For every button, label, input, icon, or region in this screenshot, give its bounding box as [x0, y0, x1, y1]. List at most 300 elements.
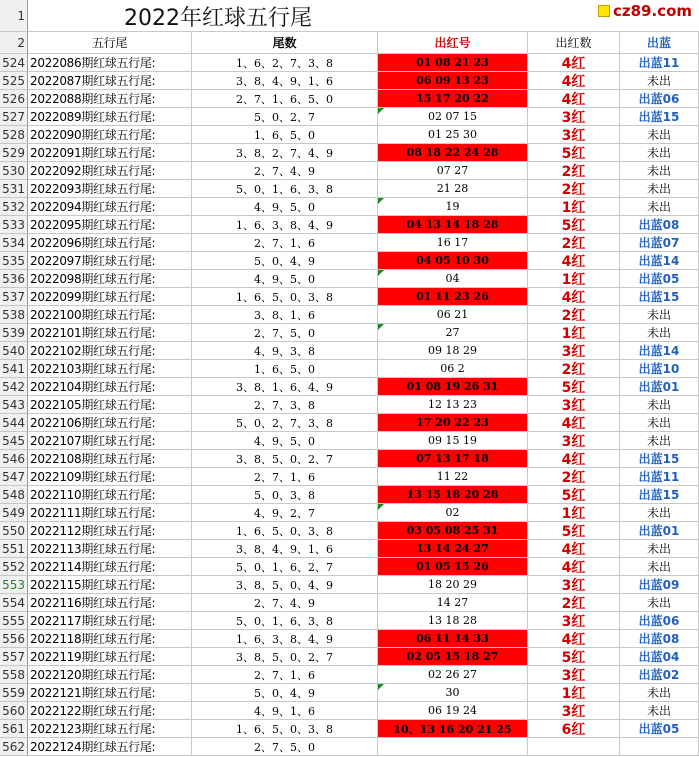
red-numbers-cell[interactable]	[378, 450, 528, 467]
blue-result-cell[interactable]: 出蓝09	[620, 576, 699, 593]
red-numbers-cell[interactable]	[378, 378, 528, 395]
row-number: 531	[2, 181, 25, 196]
table-row	[28, 234, 699, 252]
red-count-cell[interactable]: 3红	[528, 126, 620, 143]
red-count-cell[interactable]: 6红	[528, 720, 620, 737]
period-label-cell[interactable]: 2022100期红球五行尾:	[28, 306, 192, 323]
table-row	[28, 342, 699, 360]
red-numbers-cell[interactable]	[378, 414, 528, 431]
blue-result-cell[interactable]: 出蓝01	[620, 378, 699, 395]
red-numbers-cell[interactable]	[378, 576, 528, 593]
row-header[interactable]	[0, 738, 28, 756]
red-numbers-cell[interactable]	[378, 468, 528, 485]
row-number: 538	[2, 307, 25, 322]
tail-digits-cell[interactable]: 5、0、2、7、3、8	[192, 414, 378, 431]
red-numbers-cell[interactable]	[378, 612, 528, 629]
period-label-cell[interactable]: 2022122期红球五行尾:	[28, 702, 192, 719]
blue-result-cell[interactable]: 出蓝15	[620, 108, 699, 125]
row-header[interactable]	[0, 234, 28, 252]
red-count-cell[interactable]: 3红	[528, 342, 620, 359]
tail-digits-cell[interactable]: 2、7、4、9	[192, 162, 378, 179]
red-count-cell[interactable]: 3红	[528, 612, 620, 629]
tail-digits-cell[interactable]: 5、0、4、9	[192, 684, 378, 701]
tail-digits-cell[interactable]: 3、8、5、0、2、7	[192, 450, 378, 467]
table-row	[28, 432, 699, 450]
row-header[interactable]	[0, 432, 28, 450]
row-header[interactable]	[0, 270, 28, 288]
red-count-cell[interactable]: 4红	[528, 450, 620, 467]
row-number: 526	[2, 91, 25, 106]
row-header[interactable]	[0, 648, 28, 666]
red-numbers-text: 09 15 19	[428, 434, 477, 447]
red-numbers-text: 08 18 22 24 28	[406, 146, 499, 159]
row-header[interactable]	[0, 54, 28, 72]
tail-digits-cell[interactable]: 2、7、1、6	[192, 234, 378, 251]
tail-digits-cell[interactable]: 1、6、3、8、4、9	[192, 216, 378, 233]
row-header[interactable]	[0, 342, 28, 360]
period-label-cell[interactable]: 2022111期红球五行尾:	[28, 504, 192, 521]
red-numbers-cell[interactable]	[378, 738, 528, 755]
red-numbers-cell[interactable]	[378, 162, 528, 179]
period-label-cell[interactable]: 2022118期红球五行尾:	[28, 630, 192, 647]
row-header[interactable]	[0, 108, 28, 126]
table-row	[28, 54, 699, 72]
row-number: 525	[2, 73, 25, 88]
tail-digits-cell[interactable]: 1、6、3、8、4、9	[192, 630, 378, 647]
red-count-cell[interactable]: 4红	[528, 252, 620, 269]
red-numbers-cell[interactable]	[378, 396, 528, 413]
table-row	[28, 594, 699, 612]
red-numbers-cell[interactable]	[378, 144, 528, 161]
red-numbers-text: 16 17	[436, 236, 469, 249]
period-label-cell[interactable]: 2022088期红球五行尾:	[28, 90, 192, 107]
period-label-cell[interactable]: 2022086期红球五行尾:	[28, 54, 192, 71]
period-label-cell[interactable]: 2022105期红球五行尾:	[28, 396, 192, 413]
row-number: 542	[2, 379, 25, 394]
row-header[interactable]	[0, 126, 28, 144]
period-label-cell[interactable]: 2022095期红球五行尾:	[28, 216, 192, 233]
blue-result-cell[interactable]: 未出	[620, 198, 699, 215]
red-numbers-cell[interactable]	[378, 666, 528, 683]
red-count-cell[interactable]: 5红	[528, 522, 620, 539]
header-red-count[interactable]: 出红数	[528, 32, 620, 53]
blue-result-cell[interactable]: 出蓝11	[620, 468, 699, 485]
tail-digits-cell[interactable]: 2、7、3、8	[192, 396, 378, 413]
header-tail-digits[interactable]: 尾数	[192, 32, 378, 53]
blue-result-cell[interactable]: 出蓝06	[620, 612, 699, 629]
red-count-cell[interactable]: 1红	[528, 684, 620, 701]
period-label-cell[interactable]: 2022113期红球五行尾:	[28, 540, 192, 557]
row-header[interactable]	[0, 32, 28, 54]
period-label-cell[interactable]: 2022094期红球五行尾:	[28, 198, 192, 215]
red-numbers-text: 30	[445, 686, 460, 699]
row-number: 562	[2, 739, 25, 754]
row-header[interactable]	[0, 630, 28, 648]
red-count-cell[interactable]	[528, 738, 620, 755]
row-header[interactable]	[0, 72, 28, 90]
tail-digits-cell[interactable]: 1、6、5、0、3、8	[192, 720, 378, 737]
blue-result-cell[interactable]: 出蓝01	[620, 522, 699, 539]
period-label-cell[interactable]: 2022107期红球五行尾:	[28, 432, 192, 449]
tail-digits-cell[interactable]: 1、6、5、0、3、8	[192, 288, 378, 305]
period-label-cell[interactable]: 2022103期红球五行尾:	[28, 360, 192, 377]
tail-digits-cell[interactable]: 5、0、1、6、3、8	[192, 180, 378, 197]
tail-digits-cell[interactable]: 3、8、2、7、4、9	[192, 144, 378, 161]
red-numbers-cell[interactable]	[378, 306, 528, 323]
red-numbers-text: 01 08 21 23	[416, 56, 489, 69]
blue-result-cell[interactable]: 出蓝07	[620, 234, 699, 251]
red-numbers-text: 04 05 10 30	[416, 254, 489, 267]
red-numbers-cell[interactable]	[378, 558, 528, 575]
blue-result-cell[interactable]: 未出	[620, 72, 699, 89]
red-count-cell[interactable]: 1红	[528, 270, 620, 287]
red-count-cell[interactable]: 5红	[528, 486, 620, 503]
red-numbers-text: 21 28	[436, 182, 469, 195]
red-numbers-cell[interactable]	[378, 684, 528, 701]
red-numbers-cell[interactable]	[378, 594, 528, 611]
period-label-cell[interactable]: 2022117期红球五行尾:	[28, 612, 192, 629]
red-numbers-cell[interactable]	[378, 108, 528, 125]
row-number: 539	[2, 325, 25, 340]
red-count-cell[interactable]: 4红	[528, 558, 620, 575]
row-header[interactable]	[0, 180, 28, 198]
red-numbers-cell[interactable]	[378, 720, 528, 737]
blue-result-cell[interactable]: 未出	[620, 180, 699, 197]
red-numbers-text: 07 27	[436, 164, 469, 177]
red-numbers-text: 13 14 24 27	[416, 542, 489, 555]
period-label-cell[interactable]: 2022097期红球五行尾:	[28, 252, 192, 269]
period-label-cell[interactable]: 2022093期红球五行尾:	[28, 180, 192, 197]
blue-result-cell[interactable]: 出蓝10	[620, 360, 699, 377]
period-label-cell[interactable]: 2022104期红球五行尾:	[28, 378, 192, 395]
red-count-cell[interactable]: 5红	[528, 378, 620, 395]
blue-result-cell[interactable]: 出蓝04	[620, 648, 699, 665]
row-header[interactable]	[0, 450, 28, 468]
table-row	[28, 630, 699, 648]
blue-result-cell[interactable]: 未出	[620, 702, 699, 719]
row-header[interactable]	[0, 540, 28, 558]
red-count-cell[interactable]: 5红	[528, 144, 620, 161]
period-label-cell[interactable]: 2022098期红球五行尾:	[28, 270, 192, 287]
row-header[interactable]	[0, 288, 28, 306]
row-header[interactable]	[0, 198, 28, 216]
blue-result-cell[interactable]: 未出	[620, 162, 699, 179]
red-numbers-text: 04	[445, 272, 460, 285]
blue-result-cell[interactable]: 出蓝05	[620, 270, 699, 287]
blue-result-cell[interactable]	[620, 738, 699, 755]
blue-result-cell[interactable]: 出蓝15	[620, 450, 699, 467]
row-header[interactable]	[0, 486, 28, 504]
red-count-cell[interactable]: 5红	[528, 648, 620, 665]
blue-result-cell[interactable]: 未出	[620, 684, 699, 701]
period-label-cell[interactable]: 2022096期红球五行尾:	[28, 234, 192, 251]
row-header[interactable]	[0, 0, 28, 32]
blue-result-cell[interactable]: 未出	[620, 414, 699, 431]
period-label-cell[interactable]: 2022106期红球五行尾:	[28, 414, 192, 431]
red-numbers-cell[interactable]	[378, 342, 528, 359]
red-numbers-cell[interactable]	[378, 252, 528, 269]
red-count-cell[interactable]: 4红	[528, 540, 620, 557]
blue-result-cell[interactable]: 未出	[620, 324, 699, 341]
row-header[interactable]	[0, 576, 28, 594]
blue-result-cell[interactable]: 出蓝02	[620, 666, 699, 683]
red-count-cell[interactable]: 1红	[528, 324, 620, 341]
period-label-cell[interactable]: 2022116期红球五行尾:	[28, 594, 192, 611]
row-header[interactable]	[0, 666, 28, 684]
blue-result-cell[interactable]: 出蓝08	[620, 216, 699, 233]
row-header[interactable]	[0, 522, 28, 540]
red-count-cell[interactable]: 4红	[528, 72, 620, 89]
red-count-cell[interactable]: 2红	[528, 234, 620, 251]
table-row	[28, 522, 699, 540]
red-count-cell[interactable]: 2红	[528, 360, 620, 377]
tail-digits-cell[interactable]: 3、8、1、6	[192, 306, 378, 323]
red-count-cell[interactable]: 4红	[528, 414, 620, 431]
row-header[interactable]	[0, 306, 28, 324]
row-number: 527	[2, 109, 25, 124]
blue-result-cell[interactable]: 未出	[620, 306, 699, 323]
tail-digits-cell[interactable]: 3、8、5、0、4、9	[192, 576, 378, 593]
row-header[interactable]	[0, 90, 28, 108]
row-number: 555	[2, 613, 25, 628]
row-header[interactable]	[0, 594, 28, 612]
row-number: 551	[2, 541, 25, 556]
row-number: 546	[2, 451, 25, 466]
period-label-cell[interactable]: 2022124期红球五行尾:	[28, 738, 192, 755]
red-numbers-cell[interactable]	[378, 504, 528, 521]
row-number: 557	[2, 649, 25, 664]
red-numbers-cell[interactable]	[378, 324, 528, 341]
blue-result-cell[interactable]: 出蓝15	[620, 288, 699, 305]
row-number: 540	[2, 343, 25, 358]
red-numbers-cell[interactable]	[378, 180, 528, 197]
row-number: 530	[2, 163, 25, 178]
blue-result-cell[interactable]: 未出	[620, 396, 699, 413]
red-count-cell[interactable]: 2红	[528, 594, 620, 611]
red-numbers-cell[interactable]	[378, 90, 528, 107]
row-number: 554	[2, 595, 25, 610]
header-red-numbers[interactable]: 出红号	[378, 32, 528, 53]
period-label-cell[interactable]: 2022108期红球五行尾:	[28, 450, 192, 467]
period-label-cell[interactable]: 2022121期红球五行尾:	[28, 684, 192, 701]
red-count-cell[interactable]: 4红	[528, 90, 620, 107]
row-header[interactable]	[0, 720, 28, 738]
tail-digits-cell[interactable]: 4、9、5、0	[192, 432, 378, 449]
row-header[interactable]	[0, 414, 28, 432]
tail-digits-cell[interactable]: 3、8、1、6、4、9	[192, 378, 378, 395]
red-count-cell[interactable]: 3红	[528, 576, 620, 593]
blue-result-cell[interactable]: 未出	[620, 126, 699, 143]
table-row	[28, 666, 699, 684]
tail-digits-cell[interactable]: 4、9、5、0	[192, 198, 378, 215]
red-count-cell[interactable]: 3红	[528, 702, 620, 719]
red-numbers-cell[interactable]	[378, 522, 528, 539]
red-numbers-text: 12 13 23	[428, 398, 477, 411]
red-numbers-cell[interactable]	[378, 234, 528, 251]
period-label-cell[interactable]: 2022123期红球五行尾:	[28, 720, 192, 737]
period-label-cell[interactable]: 2022101期红球五行尾:	[28, 324, 192, 341]
row-header[interactable]	[0, 468, 28, 486]
row-header[interactable]	[0, 162, 28, 180]
tail-digits-cell[interactable]: 5、0、1、6、3、8	[192, 612, 378, 629]
row-number: 544	[2, 415, 25, 430]
row-header[interactable]	[0, 252, 28, 270]
red-numbers-cell[interactable]	[378, 648, 528, 665]
period-label-cell[interactable]: 2022089期红球五行尾:	[28, 108, 192, 125]
row-number: 547	[2, 469, 25, 484]
tail-digits-cell[interactable]: 1、6、5、0	[192, 360, 378, 377]
table-row	[28, 216, 699, 234]
period-label-cell[interactable]: 2022092期红球五行尾:	[28, 162, 192, 179]
tail-digits-cell[interactable]: 5、0、4、9	[192, 252, 378, 269]
period-label-cell[interactable]: 2022109期红球五行尾:	[28, 468, 192, 485]
header-tail-group[interactable]: 五行尾	[28, 32, 192, 53]
red-numbers-cell[interactable]	[378, 198, 528, 215]
row-number: 545	[2, 433, 25, 448]
row-header[interactable]	[0, 216, 28, 234]
tail-digits-cell[interactable]: 2、7、4、9	[192, 594, 378, 611]
sheet-title[interactable]: 2022年红球五行尾	[124, 5, 312, 31]
comment-indicator-icon	[378, 324, 384, 330]
blue-result-cell[interactable]: 出蓝06	[620, 90, 699, 107]
red-count-cell[interactable]: 3红	[528, 396, 620, 413]
row-number: 537	[2, 289, 25, 304]
red-count-cell[interactable]: 2红	[528, 180, 620, 197]
tail-digits-cell[interactable]: 5、0、1、6、2、7	[192, 558, 378, 575]
period-label-cell[interactable]: 2022091期红球五行尾:	[28, 144, 192, 161]
red-numbers-cell[interactable]	[378, 702, 528, 719]
table-row	[28, 648, 699, 666]
tail-digits-cell[interactable]: 3、8、5、0、2、7	[192, 648, 378, 665]
red-numbers-text: 06 2	[440, 362, 465, 375]
red-count-cell[interactable]: 4红	[528, 630, 620, 647]
row-header[interactable]	[0, 360, 28, 378]
tail-digits-cell[interactable]: 2、7、1、6	[192, 666, 378, 683]
tail-digits-cell[interactable]: 3、8、4、9、1、6	[192, 72, 378, 89]
tail-digits-cell[interactable]: 5、0、2、7	[192, 108, 378, 125]
red-numbers-cell[interactable]	[378, 360, 528, 377]
tail-digits-cell[interactable]: 4、9、5、0	[192, 270, 378, 287]
tail-digits-cell[interactable]: 3、8、4、9、1、6	[192, 540, 378, 557]
tail-digits-cell[interactable]: 2、7、1、6、5、0	[192, 90, 378, 107]
blue-result-cell[interactable]: 出蓝14	[620, 252, 699, 269]
red-numbers-text: 17 20 22 23	[416, 416, 489, 429]
period-label-cell[interactable]: 2022114期红球五行尾:	[28, 558, 192, 575]
red-numbers-cell[interactable]	[378, 270, 528, 287]
row-header[interactable]	[0, 324, 28, 342]
row-header[interactable]	[0, 396, 28, 414]
period-label-cell[interactable]: 2022120期红球五行尾:	[28, 666, 192, 683]
blue-result-cell[interactable]: 出蓝15	[620, 486, 699, 503]
red-count-cell[interactable]: 1红	[528, 198, 620, 215]
tail-digits-cell[interactable]: 1、6、5、0、3、8	[192, 522, 378, 539]
red-numbers-text: 01 08 19 26 31	[406, 380, 499, 393]
blue-result-cell[interactable]: 未出	[620, 144, 699, 161]
red-count-cell[interactable]: 3红	[528, 108, 620, 125]
blue-result-cell[interactable]: 出蓝14	[620, 342, 699, 359]
tail-digits-cell[interactable]: 5、0、3、8	[192, 486, 378, 503]
blue-result-cell[interactable]: 未出	[620, 504, 699, 521]
row-header[interactable]	[0, 702, 28, 720]
blue-result-cell[interactable]: 未出	[620, 540, 699, 557]
period-label-cell[interactable]: 2022112期红球五行尾:	[28, 522, 192, 539]
blue-result-cell[interactable]: 未出	[620, 558, 699, 575]
header-row	[28, 32, 699, 54]
blue-result-cell[interactable]: 出蓝05	[620, 720, 699, 737]
blue-result-cell[interactable]: 出蓝11	[620, 54, 699, 71]
row-number: 550	[2, 523, 25, 538]
red-numbers-text: 01 11 23 26	[416, 290, 489, 303]
red-count-cell[interactable]: 2红	[528, 162, 620, 179]
row-number: 541	[2, 361, 25, 376]
tail-digits-cell[interactable]: 1、6、2、7、3、8	[192, 54, 378, 71]
table-row	[28, 288, 699, 306]
red-numbers-text: 18 20 29	[428, 578, 477, 591]
red-count-cell[interactable]: 1红	[528, 504, 620, 521]
red-count-cell[interactable]: 3红	[528, 432, 620, 449]
red-count-cell[interactable]: 5红	[528, 216, 620, 233]
red-numbers-cell[interactable]	[378, 486, 528, 503]
table-row	[28, 252, 699, 270]
red-count-cell[interactable]: 4红	[528, 54, 620, 71]
period-label-cell[interactable]: 2022087期红球五行尾:	[28, 72, 192, 89]
period-label-cell[interactable]: 2022102期红球五行尾:	[28, 342, 192, 359]
tail-digits-cell[interactable]: 2、7、1、6	[192, 468, 378, 485]
tail-digits-cell[interactable]: 4、9、1、6	[192, 702, 378, 719]
row-header[interactable]	[0, 684, 28, 702]
red-numbers-cell[interactable]	[378, 54, 528, 71]
row-number: 561	[2, 721, 25, 736]
red-count-cell[interactable]: 2红	[528, 468, 620, 485]
red-count-cell[interactable]: 2红	[528, 306, 620, 323]
red-numbers-cell[interactable]	[378, 540, 528, 557]
red-count-cell[interactable]: 4红	[528, 288, 620, 305]
red-numbers-cell[interactable]	[378, 72, 528, 89]
row-header[interactable]	[0, 378, 28, 396]
tail-digits-cell[interactable]: 4、9、3、8	[192, 342, 378, 359]
table-row	[28, 306, 699, 324]
period-label-cell[interactable]: 2022099期红球五行尾:	[28, 288, 192, 305]
row-header[interactable]	[0, 558, 28, 576]
tail-digits-cell[interactable]: 2、7、5、0	[192, 324, 378, 341]
table-row	[28, 612, 699, 630]
blue-result-cell[interactable]: 未出	[620, 432, 699, 449]
blue-result-cell[interactable]: 未出	[620, 594, 699, 611]
row-header[interactable]	[0, 612, 28, 630]
red-numbers-cell[interactable]	[378, 630, 528, 647]
row-header[interactable]	[0, 504, 28, 522]
header-blue[interactable]: 出蓝	[620, 32, 699, 53]
red-numbers-cell[interactable]	[378, 126, 528, 143]
comment-indicator-icon	[378, 108, 384, 114]
red-numbers-cell[interactable]	[378, 288, 528, 305]
period-label-cell[interactable]: 2022115期红球五行尾:	[28, 576, 192, 593]
comment-indicator-icon	[378, 504, 384, 510]
row-header[interactable]	[0, 144, 28, 162]
row-number: 524	[2, 55, 25, 70]
table-row	[28, 684, 699, 702]
period-label-cell[interactable]: 2022110期红球五行尾:	[28, 486, 192, 503]
tail-digits-cell[interactable]: 1、6、5、0	[192, 126, 378, 143]
red-numbers-cell[interactable]	[378, 216, 528, 233]
tail-digits-cell[interactable]: 2、7、5、0	[192, 738, 378, 755]
red-count-cell[interactable]: 3红	[528, 666, 620, 683]
tail-digits-cell[interactable]: 4、9、2、7	[192, 504, 378, 521]
period-label-cell[interactable]: 2022090期红球五行尾:	[28, 126, 192, 143]
red-numbers-cell[interactable]	[378, 432, 528, 449]
period-label-cell[interactable]: 2022119期红球五行尾:	[28, 648, 192, 665]
blue-result-cell[interactable]: 出蓝08	[620, 630, 699, 647]
